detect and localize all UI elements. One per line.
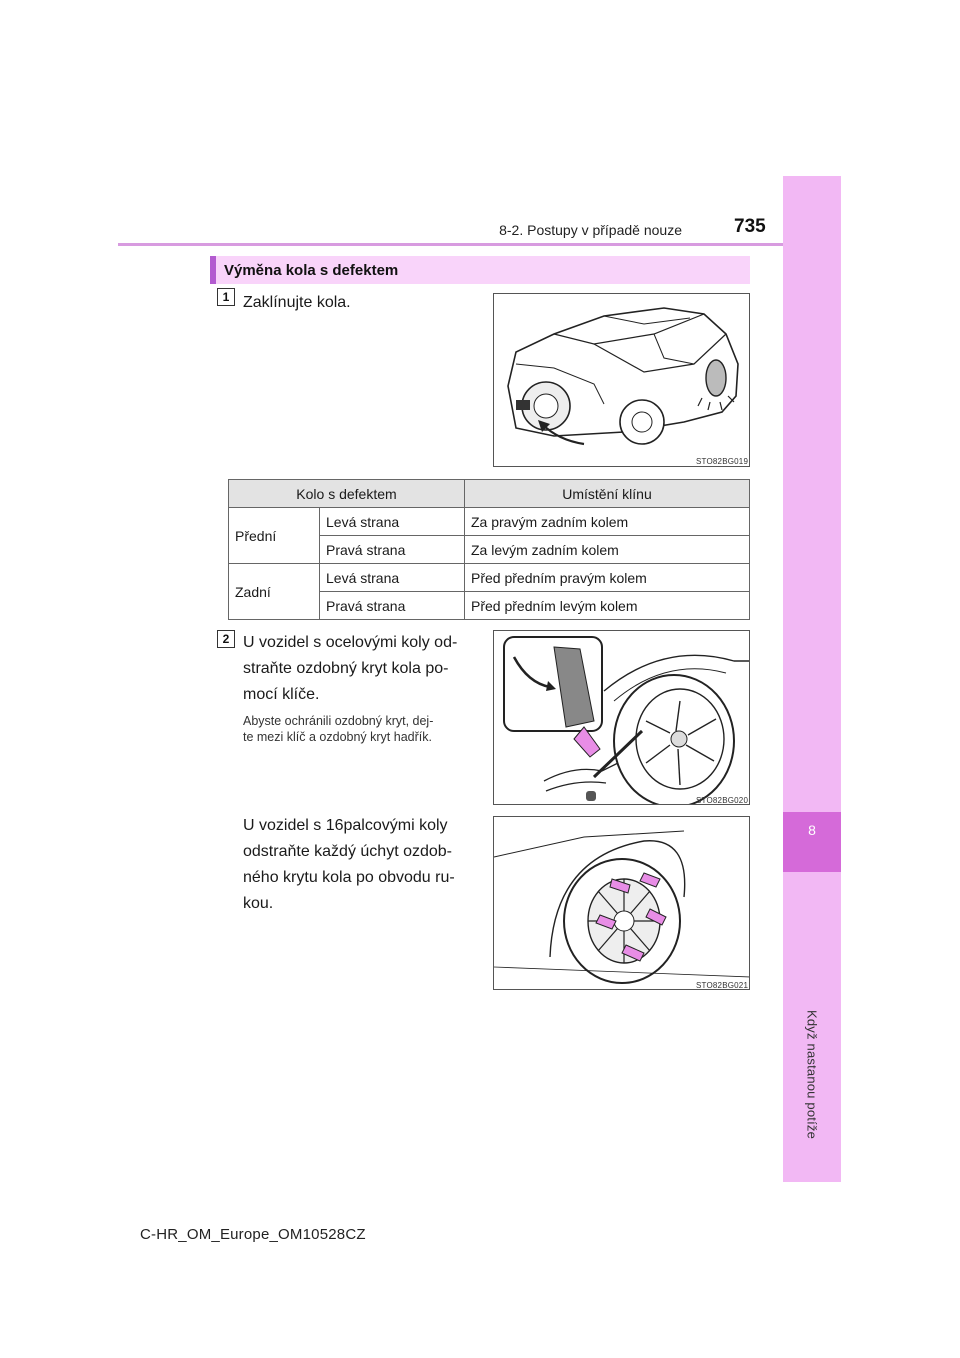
table-cell-side: Pravá strana bbox=[320, 592, 465, 620]
figure-code: STO82BG020 bbox=[696, 796, 749, 805]
header-rule bbox=[118, 243, 783, 246]
table-cell-side: Levá strana bbox=[320, 564, 465, 592]
table-cell-location: Za pravým zadním kolem bbox=[465, 508, 750, 536]
figure-code: STO82BG019 bbox=[696, 457, 749, 466]
step-2-text-line-1: U vozidel s ocelovými koly od- bbox=[243, 634, 458, 651]
step-3-text-line-3: ného krytu kola po obvodu ru- bbox=[243, 869, 455, 886]
figure-wheel-cover-removal bbox=[493, 630, 750, 805]
table-cell-group: Zadní bbox=[229, 564, 320, 620]
table-cell-location: Za levým zadním kolem bbox=[465, 536, 750, 564]
car-illustration bbox=[494, 294, 750, 467]
wheel-cover-16inch-illustration bbox=[494, 817, 750, 990]
page-number: 735 bbox=[734, 216, 766, 237]
section-title: Výměna kola s defektem bbox=[224, 262, 399, 279]
table-row bbox=[229, 508, 750, 536]
step-1-text: Zaklínujte kola. bbox=[243, 294, 351, 311]
table-cell-side: Levá strana bbox=[320, 508, 465, 536]
wheel-cover-illustration bbox=[494, 631, 750, 805]
step-2-marker: 2 bbox=[217, 630, 235, 648]
figure-16inch-wheel-cover bbox=[493, 816, 750, 990]
step-1-marker: 1 bbox=[217, 288, 235, 306]
step-2-text-line-3: mocí klíče. bbox=[243, 686, 320, 703]
table-cell-group: Přední bbox=[229, 508, 320, 564]
step-3-text-line-4: kou. bbox=[243, 895, 274, 912]
step-2-note-line-2: te mezi klíč a ozdobný kryt hadřík. bbox=[243, 730, 432, 744]
table-header-flat-wheel: Kolo s defektem bbox=[229, 480, 465, 508]
chapter-number: 8 bbox=[808, 822, 816, 838]
chapter-label: Když nastanou potíže bbox=[804, 1010, 820, 1140]
step-2-text-line-2: straňte ozdobný kryt kola po- bbox=[243, 660, 449, 677]
header-title: 8-2. Postupy v případě nouze bbox=[499, 222, 682, 238]
table-header-chock-location: Umístění klínu bbox=[465, 480, 750, 508]
wheel-chock-table bbox=[228, 479, 750, 620]
chapter-number-block bbox=[783, 812, 841, 872]
table-cell-location: Před předním levým kolem bbox=[465, 592, 750, 620]
table-header-row bbox=[229, 480, 750, 508]
step-3-text-line-1: U vozidel s 16palcovými koly bbox=[243, 817, 448, 834]
document-code: C-HR_OM_Europe_OM10528CZ bbox=[140, 1226, 366, 1243]
table-row bbox=[229, 564, 750, 592]
step-2-note-line-1: Abyste ochránili ozdobný kryt, dej- bbox=[243, 714, 434, 728]
table-cell-side: Pravá strana bbox=[320, 536, 465, 564]
table-cell-location: Před předním pravým kolem bbox=[465, 564, 750, 592]
figure-car-wheel-chock bbox=[493, 293, 750, 467]
figure-code: STO82BG021 bbox=[696, 981, 749, 990]
step-3-text-line-2: odstraňte každý úchyt ozdob- bbox=[243, 843, 453, 860]
